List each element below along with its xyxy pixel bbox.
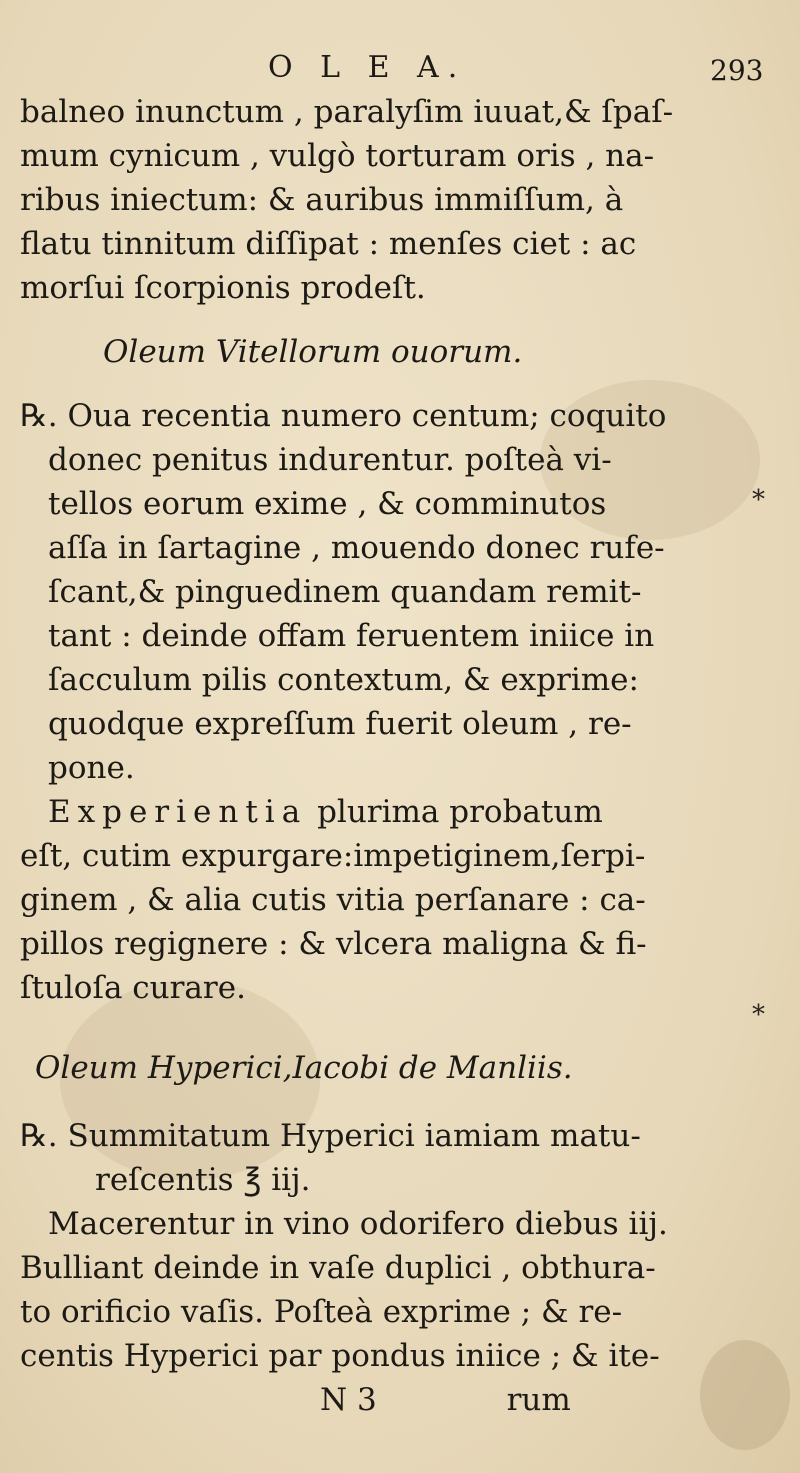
text-line: centis Hyperici par pondus iniice ; & ite- [20, 1338, 660, 1374]
section-heading-oleum-hyperici: Oleum Hyperici,Iacobi de Manliis. [35, 1050, 573, 1086]
text-line: reſcentis ℥ iij. [95, 1162, 311, 1198]
text-line: ℞. Oua recentia numero centum; coquito [20, 398, 667, 434]
text-line: donec penitus indurentur. poſteà vi- [48, 442, 612, 478]
experientia-lead: Experientia [48, 794, 308, 830]
recipe-1 [20, 394, 740, 790]
text-line: ℞. Summitatum Hyperici iamiam matu- [20, 1118, 641, 1154]
margin-asterisk: * [752, 1000, 765, 1030]
text-line: aſſa in ſartagine , mouendo donec rufe- [48, 530, 665, 566]
signature-mark: N 3 [320, 1382, 377, 1418]
recipe-2 [20, 1114, 740, 1422]
catchword: rum [506, 1382, 571, 1418]
experientia-rest: plurima probatum [317, 794, 603, 830]
body-text [20, 90, 740, 1422]
text-line: tant : deinde offam feruentem iniice in [48, 618, 655, 654]
section-heading-oleum-vitellorum: Oleum Vitellorum ouorum. [103, 334, 523, 370]
text-line: morſui ſcorpionis prodeſt. [20, 270, 426, 306]
text-line: to orificio vaſis. Poſteà exprime ; & re- [20, 1294, 623, 1330]
text-line [20, 790, 740, 834]
text-line: Bulliant deinde in vaſe duplici , obthura- [20, 1250, 656, 1286]
running-head: O L E A. [268, 50, 467, 85]
margin-asterisk: * [752, 485, 765, 515]
text-line: pillos regignere : & vlcera maligna & fi- [20, 926, 647, 962]
text-line: pone. [48, 750, 135, 786]
experientia-paragraph [20, 790, 740, 1010]
text-line: eſt, cutim expurgare:impetiginem,ſerpi- [20, 838, 646, 874]
footer-line [20, 1378, 740, 1422]
paragraph-1 [20, 90, 740, 310]
text-line: ſacculum pilis contextum, & exprime: [48, 662, 639, 698]
text-line: quodque expreſſum fuerit oleum , re- [48, 706, 632, 742]
text-line: ſcant,& pinguedinem quandam remit- [48, 574, 642, 610]
text-line: ginem , & alia cutis vitia perſanare : ca- [20, 882, 646, 918]
text-line: tellos eorum exime , & comminutos [48, 486, 607, 522]
text-line: ribus iniectum: & auribus immiſſum, à [20, 182, 624, 218]
text-line: Macerentur in vino odorifero diebus iij. [48, 1206, 668, 1242]
text-line: flatu tinnitum diſſipat : menſes ciet : ac [20, 226, 637, 262]
text-line: balneo inunctum , paralyſim iuuat,& ſpaſ- [20, 94, 674, 130]
page-number: 293 [710, 54, 764, 87]
text-line: mum cynicum , vulgò torturam oris , na- [20, 138, 655, 174]
text-line: ſtuloſa curare. [20, 970, 246, 1006]
